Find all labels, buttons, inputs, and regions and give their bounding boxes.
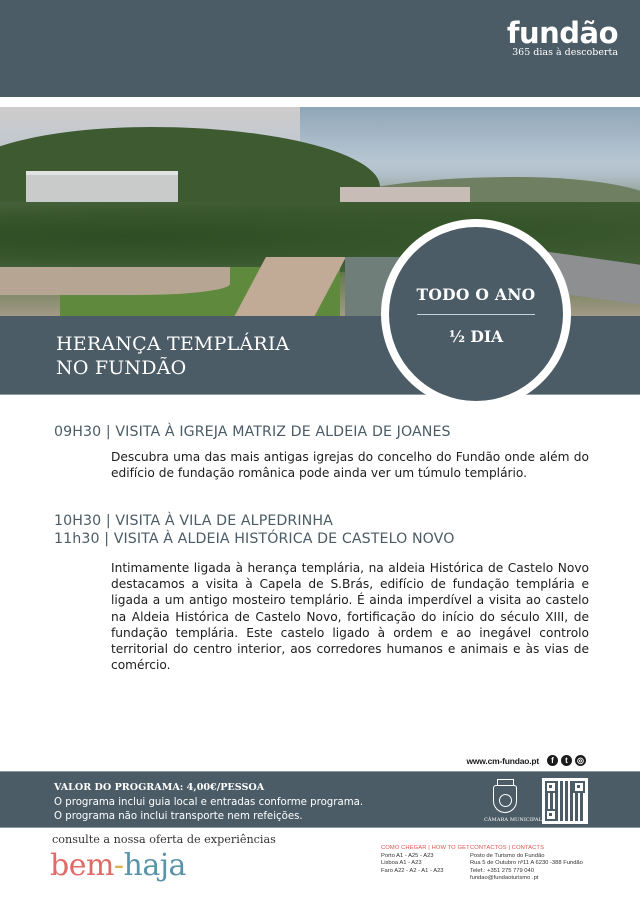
title-line-1: HERANÇA TEMPLÁRIA	[56, 333, 290, 355]
header-band	[0, 0, 640, 97]
qr-icon	[545, 781, 585, 821]
schedule-badge	[389, 227, 563, 401]
contacts-heading: CONTACTOS | CONTACTS	[470, 845, 545, 851]
crest-label: CÂMARA MUNICIPAL	[484, 817, 543, 823]
photo-path	[0, 267, 230, 295]
badge-availability: TODO O ANO	[416, 285, 536, 304]
route-lisboa: Lisboa A1 - A23	[381, 860, 422, 867]
website-link[interactable]: www.cm-fundao.pt	[466, 755, 539, 766]
program-heading-1: 09H30 | VISITA À IGREJA MATRIZ DE ALDEIA DE JOANES	[54, 424, 451, 440]
how-to-get-heading: COMO CHEGAR | HOW TO GET	[381, 845, 470, 851]
qr-eye	[545, 809, 557, 821]
crest-icon	[493, 785, 517, 813]
includes-note: O programa inclui guia local e entradas conforme programa.	[54, 797, 364, 808]
qr-code[interactable]	[542, 778, 588, 824]
photo-building	[26, 171, 178, 205]
badge-divider	[417, 314, 535, 315]
program-price: VALOR DO PROGRAMA: 4,00€/PESSOA	[54, 782, 265, 793]
contact-address: Rua 5 de Outubro nº11 A 6230 -388 Fundão	[470, 860, 583, 867]
twitter-icon[interactable]: t	[561, 755, 572, 766]
title-line-2: NO FUNDÃO	[56, 357, 187, 379]
brand-part-haja: haja	[123, 848, 186, 883]
qr-eye	[545, 781, 557, 793]
logo-wordmark: fundão	[506, 16, 618, 50]
badge-duration: ½ DIA	[448, 327, 504, 346]
fundao-logo[interactable]	[507, 18, 618, 59]
program-heading-2: 10H30 | VISITA À VILA DE ALPEDRINHA	[54, 513, 333, 529]
brand-dash: -	[113, 848, 124, 883]
contacts	[470, 845, 583, 883]
logo-tagline: 365 dias à descoberta	[512, 47, 618, 58]
instagram-icon[interactable]: ◎	[575, 755, 586, 766]
route-faro: Faro A22 - A2 - A1 - A23	[381, 867, 444, 874]
price-band	[0, 771, 640, 828]
promo-caption: consulte a nossa oferta de experiências	[52, 833, 276, 846]
contact-phone[interactable]: Telef.: +351 275 779 040	[470, 867, 534, 874]
web-social-row	[466, 755, 586, 766]
program-heading-3: 11h30 | VISITA À ALDEIA HISTÓRICA DE CASTELO NOVO	[54, 531, 455, 547]
page-title	[56, 332, 289, 380]
qr-eye	[573, 781, 585, 793]
bem-haja-logo[interactable]	[50, 846, 186, 886]
contact-email[interactable]: fundao@fundaoturismo .pt	[470, 875, 539, 882]
facebook-icon[interactable]: f	[547, 755, 558, 766]
brand-part-bem: bem	[50, 848, 114, 883]
excludes-note: O programa não inclui transporte nem refeições.	[54, 811, 303, 822]
municipal-crest	[484, 777, 543, 823]
contact-office: Posto de Turismo do Fundão	[470, 852, 545, 859]
route-porto: Porto A1 - A25 - A23	[381, 852, 434, 859]
how-to-get	[381, 845, 470, 875]
program-body-1: Descubra uma das mais antigas igrejas do concelho do Fundão onde além do edifício de fundação românica pode ainda ver um túmulo templário.	[111, 450, 589, 481]
program-body-3: Intimamente ligada à herança templária, na aldeia Histórica de Castelo Novo destacamos a visita à Capela de S.Brás, edifício de fundação templária e ligada a um antigo mosteiro templário. É ainda imperdível a visita ao castelo na Aldeia Histórica de Castelo Novo, fortificação do início do século XIII, de fundação templária. Este castelo ligado à ordem e ao inegável controlo territorial do centro interior, aos corredores humanos e animais e às vias de comércio.	[111, 561, 589, 673]
